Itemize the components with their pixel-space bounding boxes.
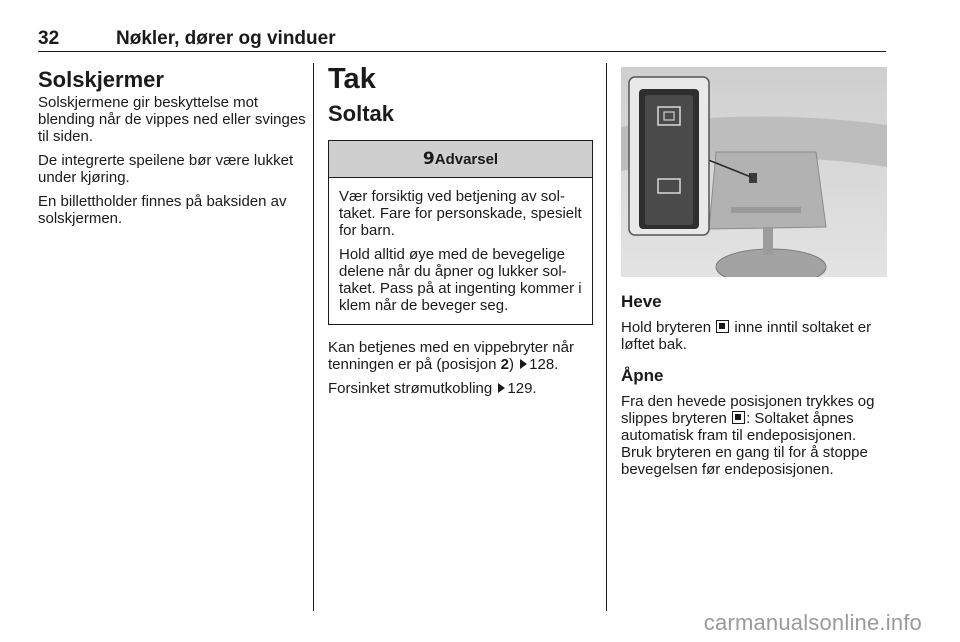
text-run: Hold bryteren bbox=[621, 319, 716, 336]
section-title: Soltak bbox=[328, 101, 395, 126]
warning-title: Advarsel bbox=[434, 150, 499, 168]
sunroof-switch-icon bbox=[716, 320, 729, 333]
paragraph: Solskjermene gir beskyttelse mot blending når de vippes ned eller svinges til siden. bbox=[38, 94, 306, 145]
bold-text: 2 bbox=[500, 356, 509, 373]
sunroof-switch-illustration bbox=[621, 67, 887, 277]
column-divider bbox=[606, 63, 607, 611]
text-run: Fra den hevede posisjonen trykkes og slippes bryteren bbox=[621, 393, 875, 427]
page-ref-arrow-icon bbox=[498, 383, 505, 393]
page-ref-link[interactable]: 128. bbox=[529, 356, 559, 373]
paragraph bbox=[328, 339, 593, 373]
paragraph: En billettholder finnes på baksiden av solskjermen. bbox=[38, 193, 287, 227]
text-run: : Soltaket åpnes automatisk fram til endeposisjonen. Bruk bryteren en gang til for å stoppe bevegelsen før endeposisjonen. bbox=[621, 410, 868, 478]
page-header bbox=[38, 28, 886, 52]
watermark: carmanualsonline.info bbox=[703, 610, 922, 635]
paragraph bbox=[328, 380, 593, 397]
text-run: inne inntil soltaket er løftet bak. bbox=[621, 319, 872, 353]
sunroof-switch-icon bbox=[732, 411, 745, 424]
warning-icon: 9 bbox=[422, 149, 435, 169]
warning-header bbox=[329, 141, 592, 178]
chapter-title: Nøkler, dører og vinduer bbox=[116, 28, 336, 49]
section-title: Solskjermer bbox=[38, 67, 164, 92]
subsection-title: Åpne bbox=[621, 366, 664, 385]
page-ref-link[interactable]: 129. bbox=[507, 380, 537, 397]
warning-box bbox=[328, 140, 593, 325]
page-ref-arrow-icon bbox=[520, 359, 527, 369]
subsection-title: Heve bbox=[621, 292, 662, 311]
warning-text: Hold alltid øye med de bevegelige delene når du åpner og lukker soltaket. Pass på at ingenting kommer i klem når de beveger seg. bbox=[339, 246, 582, 314]
paragraph bbox=[621, 393, 887, 478]
text-run: ) bbox=[508, 356, 519, 373]
text-run: Kan betjenes med en vippebryter når tenningen er på (posisjon bbox=[328, 339, 574, 373]
warning-text: Vær forsiktig ved betjening av soltaket. Fare for personskade, spesielt for barn. bbox=[339, 188, 582, 239]
paragraph bbox=[621, 319, 887, 353]
paragraph: De integrerte speilene bør være lukket under kjøring. bbox=[38, 152, 294, 186]
column-roof bbox=[328, 62, 593, 397]
column-sun-visors bbox=[38, 62, 306, 227]
page-number: 32 bbox=[38, 28, 60, 49]
warning-body bbox=[329, 178, 592, 324]
text-run: Forsinket strømutkobling bbox=[328, 380, 497, 397]
chapter-heading: Tak bbox=[328, 63, 376, 95]
column-divider bbox=[313, 63, 314, 611]
column-sunroof-operation bbox=[621, 62, 887, 478]
